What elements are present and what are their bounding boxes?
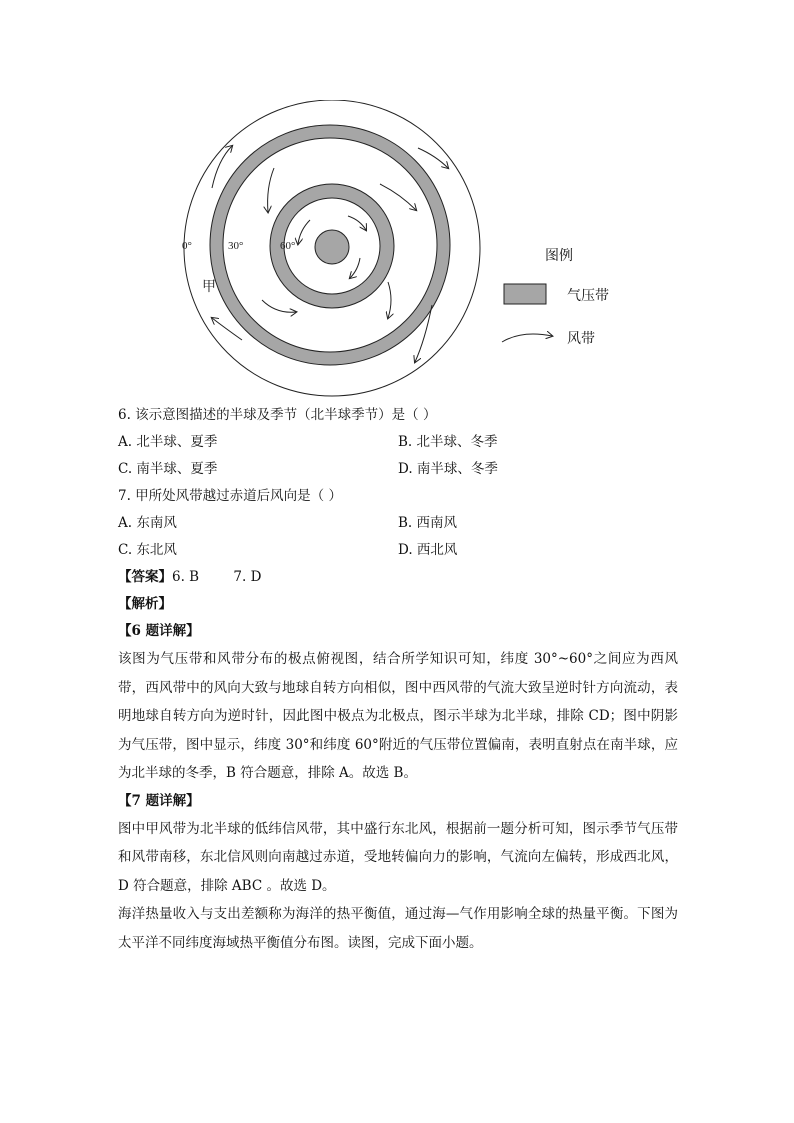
pressure-wind-belt-diagram [170,100,640,400]
q7-options-row2 [118,537,678,564]
q6-option-c: C. 南半球、夏季 [118,461,218,477]
q7-option-b: B. 西南风 [398,515,458,531]
answer-label: 【答案】 [118,569,172,585]
polar-high-belt [315,230,349,264]
jia-label: 甲 [202,280,216,295]
legend-pressure-label: 气压带 [567,288,609,304]
q6-stem: 6. 该示意图描述的半球及季节（北半球季节）是（ ） [118,407,437,423]
legend-wind-label: 风带 [567,331,595,347]
q6-options-row1 [118,429,678,456]
q7-detail-text: 图中甲风带为北半球的低纬信风带，其中盛行东北风，根据前一题分析可知，图示季节气压带和风带南移，东北信风则向南越过赤道，受地转偏向力的影响，气流向左偏转，形成西北风，D 符合题意，排除 ABC 。故选 D。 [118,820,678,894]
answer-text: 6. B 7. D [172,569,262,585]
q6-detail-text: 该图为气压带和风带分布的极点俯视图，结合所学知识可知，纬度 30°~60°之间应为西风带，西风带中的风向大致与地球自转方向相似，图中西风带的气流大致呈逆时针方向流动，表明地球自转方向为逆时针，因此图中极点为北极点，图示半球为北半球，排除 CD；图中阴影为气压带，图中显示，纬度 30°和纬度 60°附近的气压带位置偏南，表明直射点在南半球，应为北半球的冬季，B 符合题意，排除 A。故选 B。 [118,651,678,781]
lat0-label: 0° [182,240,192,252]
legend-wind-arrow [502,334,552,342]
answer-line [118,564,678,591]
legend-pressure-swatch [504,284,546,304]
analysis-label: 【解析】 [118,596,172,612]
q7-options-row1 [118,510,678,537]
q6-option-b: B. 北半球、冬季 [398,434,498,450]
q7-option-d: D. 西北风 [398,542,458,558]
lat30-label: 30° [228,240,244,252]
q7-stem: 7. 甲所处风带越过赤道后风向是（ ） [118,488,342,504]
q7-option-c: C. 东北风 [118,542,177,558]
q7-option-a: A. 东南风 [118,515,177,531]
q6-option-a: A. 北半球、夏季 [118,434,218,450]
q6-option-d: D. 南半球、冬季 [398,461,498,477]
q6-options-row2 [118,456,678,483]
question-content [118,402,678,957]
q7-detail-title: 【7 题详解】 [118,792,200,809]
legend-title: 图例 [545,248,573,264]
lat60-label: 60° [280,240,296,252]
q6-detail-title: 【6 题详解】 [118,623,200,639]
next-question-intro: 海洋热量收入与支出差额称为海洋的热平衡值，通过海—气作用影响全球的热量平衡。下图为太平洋不同纬度海域热平衡值分布图。读图，完成下面小题。 [118,906,678,951]
